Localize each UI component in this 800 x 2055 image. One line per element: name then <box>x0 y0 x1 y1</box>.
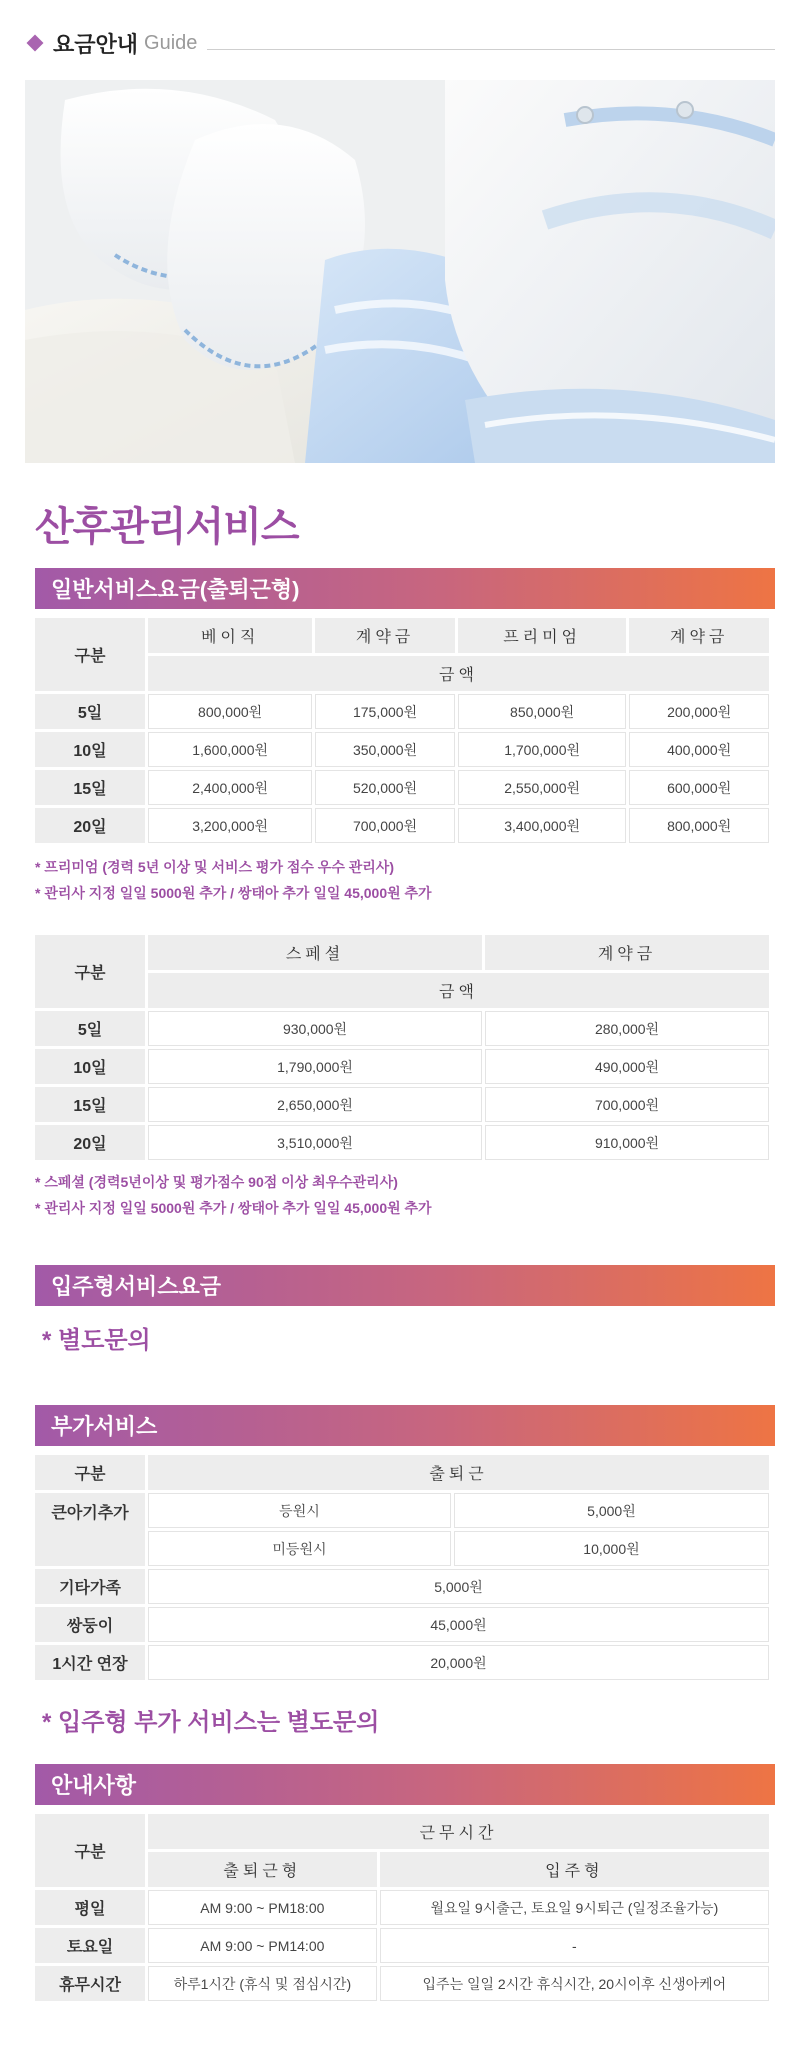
table-row <box>35 1928 769 1963</box>
cell: 490,000원 <box>485 1049 769 1084</box>
general-price-table-1 <box>32 615 772 846</box>
header-divider <box>207 49 775 50</box>
cell: 하루1시간 (휴식 및 점심시간) <box>148 1966 377 2001</box>
amount-header: 금액 <box>148 973 769 1008</box>
cell: 월요일 9시출근, 토요일 9시퇴근 (일정조율가능) <box>380 1890 769 1925</box>
cell: 175,000원 <box>315 694 455 729</box>
note-special: * 스페셜 (경력5년이상 및 평가점수 90점 이상 최우수관리사) <box>35 1174 398 1190</box>
cell: - <box>380 1928 769 1963</box>
general-price-table-2 <box>32 932 772 1163</box>
col-commute: 출퇴근 <box>148 1455 769 1490</box>
col-live-in-type: 입주형 <box>380 1852 769 1887</box>
row-label: 10일 <box>35 1049 145 1084</box>
note-extra-fee: * 관리사 지정 일일 5000원 추가 / 쌍태아 추가 일일 45,000원 추가 <box>35 885 432 901</box>
cell: 1,790,000원 <box>148 1049 482 1084</box>
cell: 5,000원 <box>148 1569 769 1604</box>
row-label: 쌍둥이 <box>35 1607 145 1642</box>
hero-baby-clothes-image <box>25 80 775 463</box>
cell: 입주는 일일 2시간 휴식시간, 20시이후 신생아케어 <box>380 1966 769 2001</box>
cell: 10,000원 <box>454 1531 769 1566</box>
row-label: 기타가족 <box>35 1569 145 1604</box>
guide-header <box>25 25 775 61</box>
cell: 등원시 <box>148 1493 451 1528</box>
cell: 700,000원 <box>485 1087 769 1122</box>
section-bar-general: 일반서비스요금(출퇴근형) <box>35 568 775 609</box>
section-bar-live-in: 입주형서비스요금 <box>35 1265 775 1306</box>
cell: 3,400,000원 <box>458 808 627 843</box>
cell: AM 9:00 ~ PM18:00 <box>148 1890 377 1925</box>
cell: 3,510,000원 <box>148 1125 482 1160</box>
work-hours-table <box>32 1811 772 2004</box>
baby-clothes-illustration <box>25 80 775 463</box>
work-hours-header: 근무시간 <box>148 1814 769 1849</box>
table-row <box>35 694 769 729</box>
table-row <box>35 1125 769 1160</box>
cell: 3,200,000원 <box>148 808 312 843</box>
row-label-header: 구분 <box>35 935 145 1008</box>
col-commute-type: 출퇴근형 <box>148 1852 377 1887</box>
table-row <box>35 1607 769 1642</box>
table-row <box>35 1531 769 1566</box>
diamond-icon <box>27 35 44 52</box>
cell: 910,000원 <box>485 1125 769 1160</box>
cell: 20,000원 <box>148 1645 769 1680</box>
col-premium: 프리미엄 <box>458 618 627 653</box>
table-row <box>35 732 769 767</box>
cell: 280,000원 <box>485 1011 769 1046</box>
table-row <box>35 1890 769 1925</box>
cell: 350,000원 <box>315 732 455 767</box>
cell: 1,700,000원 <box>458 732 627 767</box>
cell: 600,000원 <box>629 770 769 805</box>
table-row <box>35 1966 769 2001</box>
row-label: 토요일 <box>35 1928 145 1963</box>
cell: 520,000원 <box>315 770 455 805</box>
table-row <box>35 808 769 843</box>
cell: 미등원시 <box>148 1531 451 1566</box>
cell: 1,600,000원 <box>148 732 312 767</box>
cell: 930,000원 <box>148 1011 482 1046</box>
row-label: 15일 <box>35 770 145 805</box>
cell: 2,650,000원 <box>148 1087 482 1122</box>
cell: 200,000원 <box>629 694 769 729</box>
cell: 45,000원 <box>148 1607 769 1642</box>
cell: AM 9:00 ~ PM14:00 <box>148 1928 377 1963</box>
row-label: 5일 <box>35 694 145 729</box>
note-live-in-extra: * 입주형 부가 서비스는 별도문의 <box>42 1709 380 1736</box>
cell: 700,000원 <box>315 808 455 843</box>
cell: 2,400,000원 <box>148 770 312 805</box>
cell: 800,000원 <box>148 694 312 729</box>
row-label: 5일 <box>35 1011 145 1046</box>
row-label: 평일 <box>35 1890 145 1925</box>
col-basic: 베이직 <box>148 618 312 653</box>
row-label: 15일 <box>35 1087 145 1122</box>
table-row <box>35 770 769 805</box>
col-deposit: 계약금 <box>485 935 769 970</box>
cell: 800,000원 <box>629 808 769 843</box>
table-row <box>35 1493 769 1528</box>
row-label: 10일 <box>35 732 145 767</box>
row-label: 큰아기추가 <box>35 1493 145 1566</box>
row-label: 20일 <box>35 1125 145 1160</box>
note-extra-fee: * 관리사 지정 일일 5000원 추가 / 쌍태아 추가 일일 45,000원 추가 <box>35 1200 432 1216</box>
table-row <box>35 1011 769 1046</box>
amount-header: 금액 <box>148 656 769 691</box>
row-label: 1시간 연장 <box>35 1645 145 1680</box>
table-row <box>35 1645 769 1680</box>
extra-service-table <box>32 1452 772 1683</box>
cell: 850,000원 <box>458 694 627 729</box>
row-label-header: 구분 <box>35 618 145 691</box>
section-bar-extra: 부가서비스 <box>35 1405 775 1446</box>
cell: 2,550,000원 <box>458 770 627 805</box>
row-label-header: 구분 <box>35 1455 145 1490</box>
col-deposit: 계약금 <box>629 618 769 653</box>
cell: 5,000원 <box>454 1493 769 1528</box>
table-row <box>35 1049 769 1084</box>
row-label: 20일 <box>35 808 145 843</box>
note-premium: * 프리미엄 (경력 5년 이상 및 서비스 평가 점수 우수 관리사) <box>35 859 394 875</box>
section-bar-info: 안내사항 <box>35 1764 775 1805</box>
guide-subtitle: Guide <box>144 31 198 54</box>
cell: 400,000원 <box>629 732 769 767</box>
table-row <box>35 1087 769 1122</box>
table-row <box>35 1569 769 1604</box>
row-label-header: 구분 <box>35 1814 145 1887</box>
guide-title: 요금안내 <box>53 31 139 57</box>
page-title: 산후관리서비스 <box>35 505 299 549</box>
row-label: 휴무시간 <box>35 1966 145 2001</box>
col-deposit: 계약금 <box>315 618 455 653</box>
note-separate-inquiry: * 별도문의 <box>42 1327 151 1354</box>
col-special: 스페셜 <box>148 935 482 970</box>
